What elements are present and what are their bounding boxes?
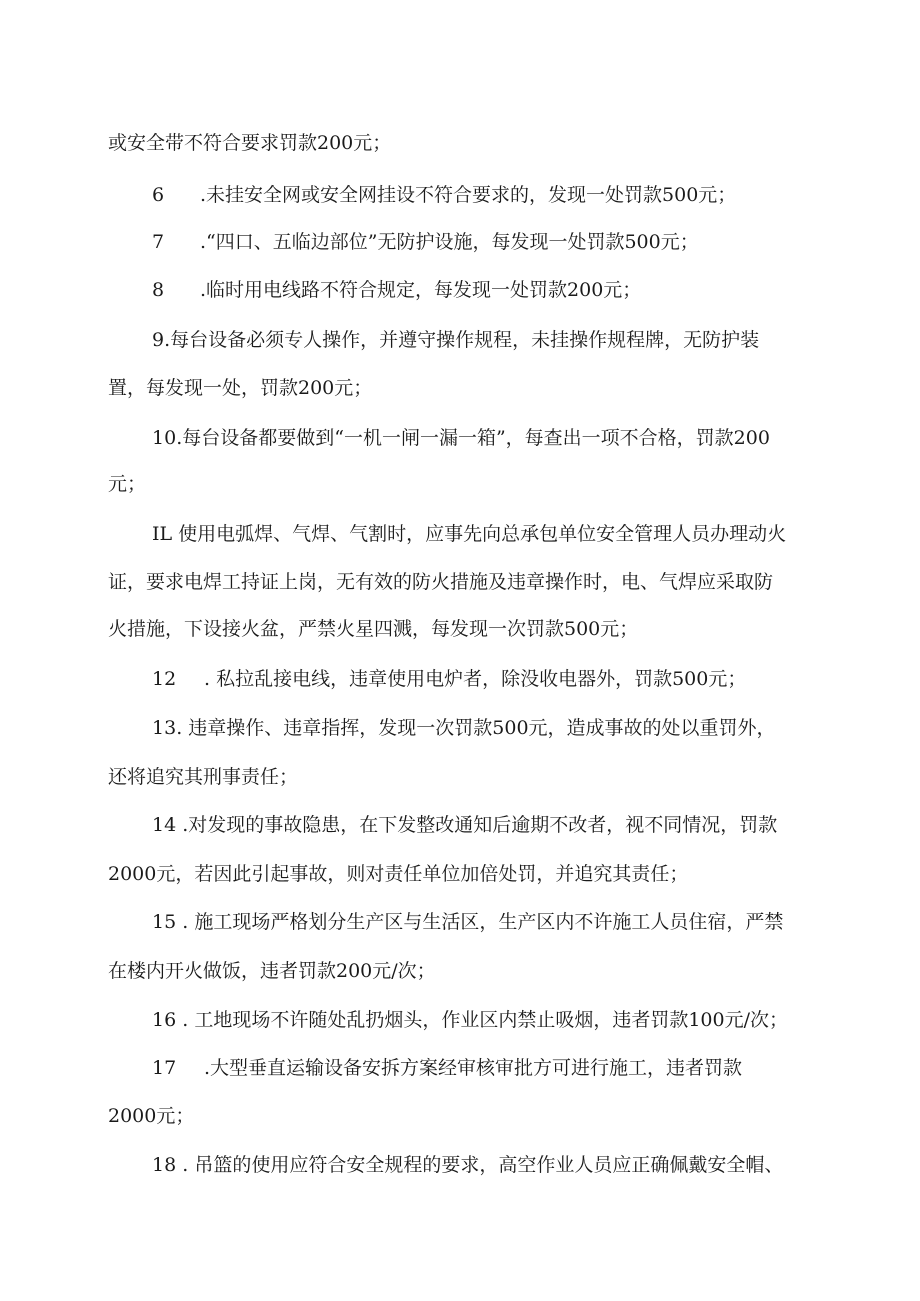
item-number: 12	[152, 668, 177, 690]
item-number: 9	[152, 329, 165, 351]
item-number: 8	[152, 279, 165, 301]
item-number: 18	[152, 1154, 177, 1176]
item-text: .“四口、五临边部位”无防护设施，每发现一处罚款500元；	[200, 231, 699, 253]
list-item-9	[152, 328, 759, 352]
list-item-10	[152, 426, 770, 450]
list-item-13-continuation: 还将追究其刑事责任；	[108, 766, 299, 788]
list-item-6	[152, 183, 736, 207]
item-number: 7	[152, 231, 165, 253]
item-number: 15	[152, 911, 177, 933]
item-text: .大型垂直运输设备安拆方案经审核审批方可进行施工，违者罚款	[204, 1057, 743, 1079]
item-text: .临时用电线路不符合规定，每发现一处罚款200元；	[200, 279, 642, 301]
item-number: 10	[152, 427, 177, 449]
item-text: . 私拉乱接电线，违章使用电炉者，除没收电器外，罚款500元；	[204, 668, 747, 690]
list-item-11	[152, 522, 786, 546]
item-text: 使用电弧焊、气焊、气割时，应事先向总承包单位安全管理人员办理动火	[178, 523, 787, 545]
item-number: 13	[152, 717, 177, 739]
item-number: 17	[152, 1057, 177, 1079]
list-item-18	[152, 1153, 783, 1177]
list-item-15-continuation: 在楼内开火做饭，违者罚款200元/次；	[108, 960, 436, 982]
item-number: 6	[152, 184, 165, 206]
list-item-11-continuation-1: 证，要求电焊工持证上岗，无有效的防火措施及违章操作时，电、气焊应采取防	[108, 571, 774, 593]
list-item-15	[152, 910, 783, 934]
list-item-17	[152, 1056, 742, 1080]
item-text: . 工地现场不许随处乱扔烟头，作业区内禁止吸烟，违者罚款100元/次；	[182, 1009, 788, 1031]
list-item-14	[152, 813, 777, 837]
item-text: . 违章操作、违章指挥，发现一次罚款500元，造成事故的处以重罚外，	[176, 717, 776, 739]
list-item-8	[152, 278, 641, 302]
list-item-7	[152, 230, 699, 254]
item-text: .对发现的事故隐患，在下发整改通知后逾期不改者，视不同情况，罚款	[182, 814, 778, 836]
item-number: IL	[152, 523, 173, 545]
list-item-16	[152, 1008, 788, 1032]
item-text: .每台设备都要做到“一机一闸一漏一箱”，每查出一项不合格，罚款200	[176, 427, 770, 449]
list-item-13	[152, 716, 776, 740]
item-text: .每台设备必须专人操作，并遵守操作规程，未挂操作规程牌，无防护装	[164, 329, 760, 351]
item-text: . 施工现场严格划分生产区与生活区，生产区内不许施工人员住宿，严禁	[182, 911, 784, 933]
list-item-17-continuation: 2000元；	[108, 1105, 195, 1127]
item-text: . 吊篮的使用应符合安全规程的要求，高空作业人员应正确佩戴安全帽、	[182, 1154, 784, 1176]
list-item-11-continuation-2: 火措施，下设接火盆，严禁火星四溅，每发现一次罚款500元；	[108, 618, 639, 640]
list-item-14-continuation: 2000元，若因此引起事故，则对责任单位加倍处罚，并追究其责任；	[108, 863, 689, 885]
list-item-10-continuation: 元；	[108, 473, 147, 495]
list-item-9-continuation: 置，每发现一处，罚款200元；	[108, 377, 373, 399]
list-item-12	[152, 667, 746, 691]
intro-line: 或安全带不符合要求罚款200元；	[108, 132, 392, 154]
item-number: 16	[152, 1009, 177, 1031]
item-number: 14	[152, 814, 177, 836]
item-text: .未挂安全网或安全网挂设不符合要求的，发现一处罚款500元；	[200, 184, 737, 206]
